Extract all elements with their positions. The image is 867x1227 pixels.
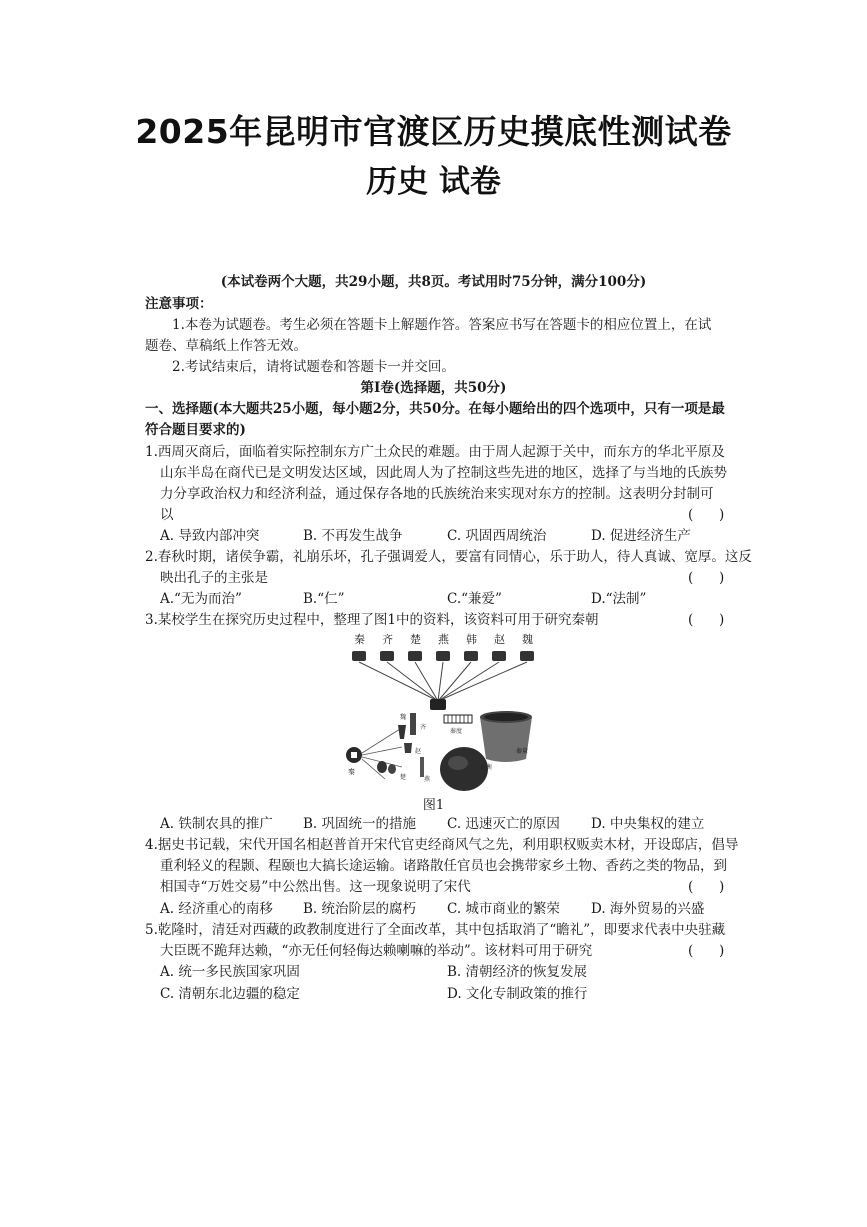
question-2-line-1: 2.春秋时期，诸侯争霸，礼崩乐坏，孔子强调爱人，要富有同情心，乐于助人，待人真诚、宽厚。这反	[145, 549, 752, 565]
q3-option-d: D. 中央集权的建立	[591, 816, 705, 832]
q2-option-b: B.“仁”	[303, 591, 345, 607]
q1-option-a: A. 导致内部冲突	[160, 528, 260, 544]
q2-option-a: A.“无为而治”	[160, 591, 242, 607]
question-2-line-2: 映出孔子的主张是	[160, 570, 268, 586]
notice-heading: 注意事项：	[145, 296, 213, 312]
q5-option-a: A. 统一多民族国家巩固	[160, 964, 300, 980]
answer-blank: ( )	[688, 612, 725, 628]
exam-info: (本试卷两个大题，共29小题，共8页。考试用时75分钟，满分100分)	[220, 274, 647, 290]
q1-option-c: C. 巩固西周统治	[447, 528, 547, 544]
svg-text:楚: 楚	[400, 774, 407, 781]
figure-1-unification-artifacts	[340, 629, 536, 792]
answer-blank: ( )	[688, 879, 725, 895]
q3-option-b: B. 巩固统一的措施	[303, 816, 417, 832]
figure-caption: 图1	[422, 798, 445, 813]
section-heading-cont: 符合题目要求的)	[145, 422, 246, 438]
page-title: 2025年昆明市官渡区历史摸底性测试卷	[135, 112, 732, 151]
state-name-yan: 燕	[438, 633, 449, 646]
svg-text:秦量: 秦量	[516, 748, 529, 755]
q5-option-c: C. 清朝东北边疆的稳定	[160, 986, 300, 1002]
question-4-line-3: 相国寺“万姓交易”中公然出售。这一现象说明了宋代	[160, 879, 471, 895]
notice-item-1-cont: 题卷、草稿纸上作答无效。	[145, 338, 307, 354]
svg-text:秦: 秦	[348, 768, 355, 776]
notice-item-2: 2.考试结束后，请将试题卷和答题卡一并交回。	[172, 359, 455, 375]
q2-option-c: C.“兼爱”	[447, 591, 502, 607]
page-subtitle: 历史 试卷	[366, 164, 501, 200]
q3-option-c: C. 迅速灭亡的原因	[447, 816, 560, 832]
state-name-zhao: 赵	[494, 633, 505, 646]
state-name-wei: 魏	[522, 633, 533, 646]
question-1-line-2: 山东半岛在商代已是文明发达区域，因此周人为了控制这些先进的地区，选择了与当地的氏族势	[160, 465, 727, 481]
q3-option-a: A. 铁制农具的推广	[160, 816, 273, 832]
notice-item-1: 1.本卷为试题卷。考生必须在答题卡上解题作答。答案应书写在答题卡的相应位置上，在试	[172, 317, 712, 333]
svg-text:赵: 赵	[415, 748, 422, 755]
svg-text:齐: 齐	[420, 724, 427, 731]
question-4-line-1: 4.据史书记载，宋代开国名相赵普首开宋代官吏经商风气之先，利用职权贩卖木材，开设邸店，倡导	[145, 837, 739, 853]
q1-option-d: D. 促进经济生产	[591, 528, 691, 544]
answer-blank: ( )	[688, 570, 725, 586]
qin-seal-script-glyph	[430, 699, 446, 710]
section-heading: 一、选择题(本大题共25小题，每小题2分，共50分。在每小题给出的四个选项中，只有一项是最	[145, 401, 725, 417]
q4-option-b: B. 统治阶层的腐朽	[303, 901, 417, 917]
q4-option-d: D. 海外贸易的兴盛	[591, 901, 705, 917]
svg-text:秦度: 秦度	[450, 728, 463, 735]
state-name-qi: 齐	[382, 633, 393, 646]
state-name-qin: 秦	[354, 633, 365, 646]
part-heading: 第Ⅰ卷(选择题，共50分)	[360, 380, 507, 396]
q1-option-b: B. 不再发生战争	[303, 528, 403, 544]
svg-text:魏: 魏	[400, 714, 407, 721]
question-1-line-1: 1.西周灭商后，面临着实际控制东方广土众民的难题。由于周人起源于关中，而东方的华北平原及	[145, 444, 725, 460]
q5-option-d: D. 文化专制政策的推行	[447, 986, 588, 1002]
answer-blank: ( )	[688, 507, 725, 523]
q2-option-d: D.“法制”	[591, 591, 647, 607]
svg-text:秦衡: 秦衡	[480, 764, 493, 771]
q5-option-b: B. 清朝经济的恢复发展	[447, 964, 588, 980]
question-5-line-2: 大臣既不跪拜达赖，“亦无任何轻侮达赖喇嘛的举动”。该材料可用于研究	[160, 943, 593, 959]
knife-coin	[410, 713, 416, 735]
answer-blank: ( )	[688, 943, 725, 959]
svg-text:燕: 燕	[424, 776, 431, 783]
question-1-line-4: 以	[160, 507, 174, 523]
ant-nose-coin	[377, 761, 387, 773]
state-name-han: 韩	[466, 633, 477, 646]
question-3-line-1: 3.某校学生在探究历史过程中，整理了图1中的资料，该资料可用于研究秦朝	[145, 612, 599, 628]
q4-option-c: C. 城市商业的繁荣	[447, 901, 560, 917]
question-1-line-3: 力分享政治权力和经济利益，通过保存各地的氏族统治来实现对东方的控制。这表明分封制可	[160, 486, 714, 502]
state-name-chu: 楚	[410, 633, 421, 646]
q4-option-a: A. 经济重心的南移	[160, 901, 273, 917]
question-4-line-2: 重利轻义的程颢、程颐也大搞长途运输。诸路散任官员也会携带家乡土物、香药之类的物品，到	[160, 858, 727, 874]
question-5-line-1: 5.乾隆时，清廷对西藏的政教制度进行了全面改革，其中包括取消了“瞻礼”，即要求代表中央驻藏	[145, 922, 726, 938]
